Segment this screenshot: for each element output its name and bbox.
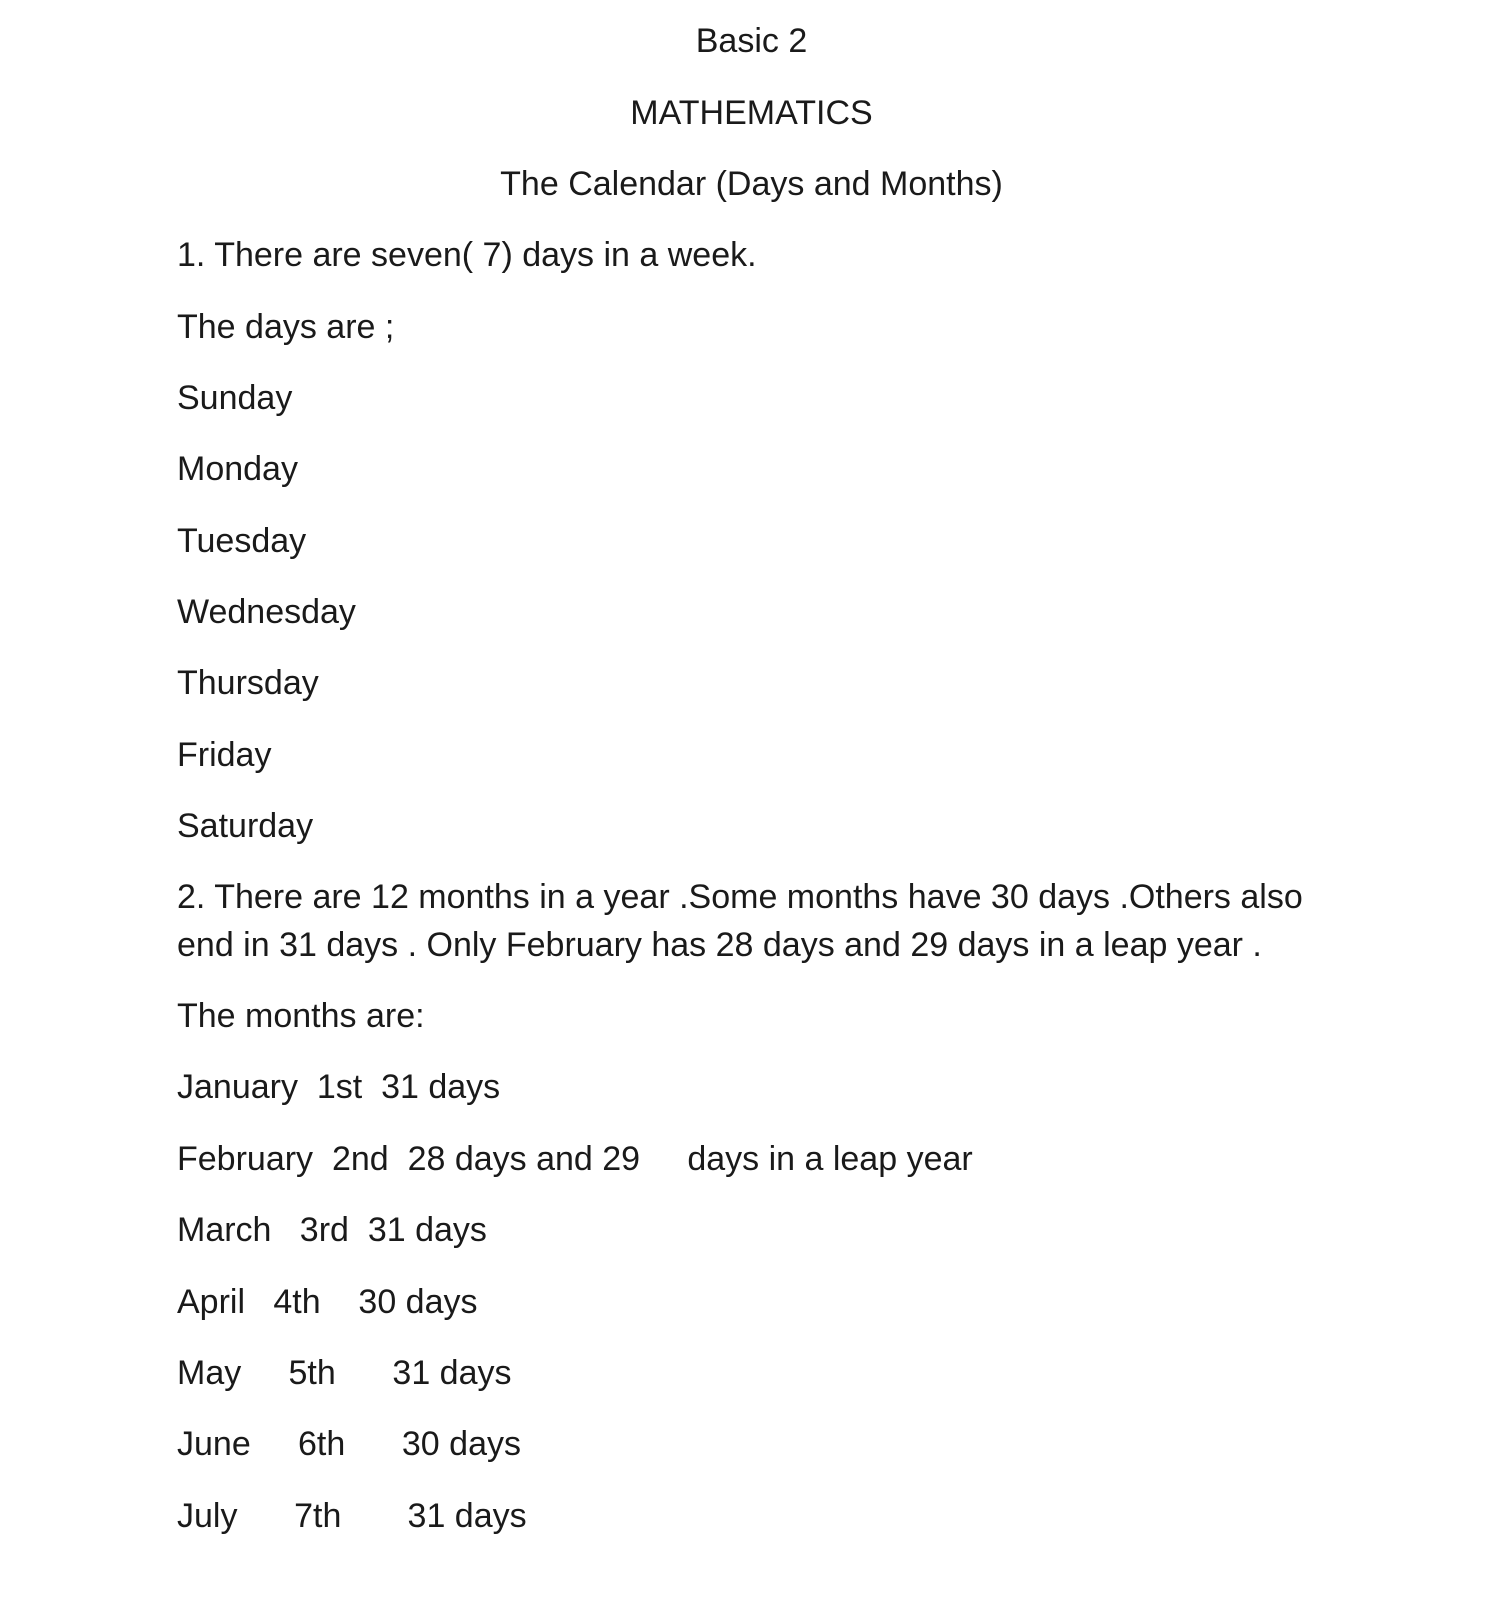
section2-statement: 2. There are 12 months in a year .Some months have 30 days .Others also end in 31 days . Only February has 28 days and 29 days in a leap year . <box>177 878 1303 964</box>
topic-heading: The Calendar (Days and Months) <box>500 165 1003 203</box>
day-item: Tuesday <box>177 522 307 560</box>
day-item: Wednesday <box>177 593 356 631</box>
subject-heading: MATHEMATICS <box>630 94 873 132</box>
month-item: May 5th 31 days <box>177 1354 512 1392</box>
day-item: Friday <box>177 736 272 774</box>
day-item: Sunday <box>177 379 293 417</box>
month-item: January 1st 31 days <box>177 1068 501 1106</box>
day-item: Monday <box>177 450 298 488</box>
months-intro: The months are: <box>177 997 425 1035</box>
month-item: March 3rd 31 days <box>177 1211 487 1249</box>
month-item: April 4th 30 days <box>177 1283 478 1321</box>
month-item: July 7th 31 days <box>177 1497 527 1535</box>
day-item: Saturday <box>177 807 314 845</box>
days-intro: The days are ; <box>177 308 395 346</box>
month-item: June 6th 30 days <box>177 1425 521 1463</box>
grade-heading: Basic 2 <box>695 22 808 60</box>
month-item: February 2nd 28 days and 29 days in a leap year <box>177 1140 973 1178</box>
section1-statement: 1. There are seven( 7) days in a week. <box>177 236 757 274</box>
day-item: Thursday <box>177 664 319 702</box>
